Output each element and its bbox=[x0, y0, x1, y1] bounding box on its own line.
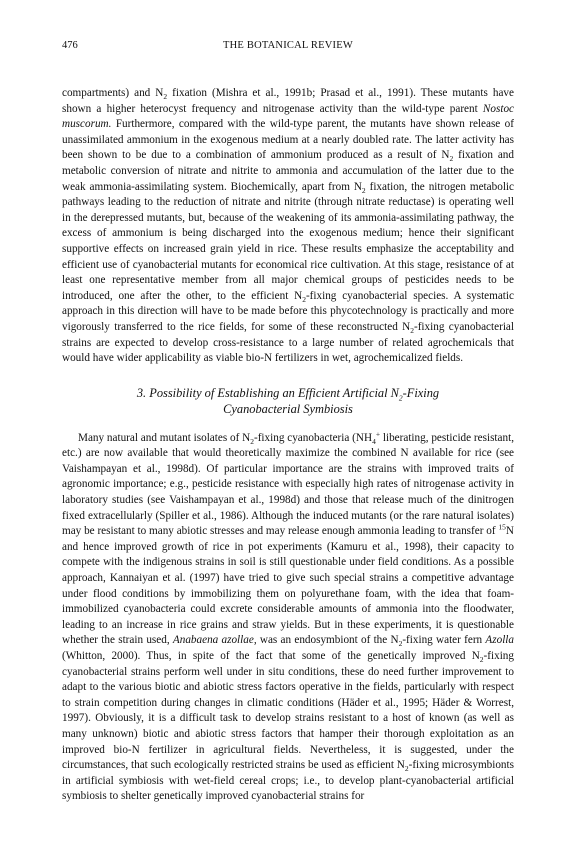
subscript: 2 bbox=[398, 393, 403, 403]
subscript: 2 bbox=[404, 764, 409, 774]
italic-text: Nostoc muscorum. bbox=[62, 102, 514, 131]
italic-text: Azolla bbox=[485, 634, 514, 647]
paragraph-1: compartments) and $N_2$ fixation (Mishra et al., 1991b; Prasad et al., 1991). These mutants have shown a higher heterocyst frequency and nitrogenase activity than the wild-type parent Nostoc muscorum. Furthermore, compared with the wild-type parent, the mutants have shown release of unassimilated ammonium in the exogenous medium at a nearly doubled rate. The latter activity has been shown to be due to a combination of ammonium produced as a result of $N_2$ fixation and metabolic conversion of nitrate and nitrite to ammonia and accumulation of the latter due to the weak ammonia-assimilating system. Biochemically, apart from $N_2$ fixation, the nitrogen metabolic pathways leading to the reduction of nitrate and nitrite (through nitrate reductase) is operating well in the derepressed mutants, but, because of the weakening of its ammonia-assimilating pathway, the excess of ammonium is being discharged into the exogenous medium; hence their significant supportive effects on increased grain yield in rice. These results emphasize the acceptability and efficient use of cyanobacterial mutants for economical rice cultivation. At this stage, resistance of at least one representative member from all major chemical groups of pesticides needs to be introduced, one after the other, to the efficient $N_2$-fixing cyanobacterial species. A systematic approach in this direction will have to be made before this phycotechnology is practically and more vigorously transferred to the rice fields, for some of these reconstructed $N_2$-fixing cyanobacterial strains are expected to develop cross-resistance to a large number of related agrochemicals that would have wider applicability as viable bio-N fertilizers in wet, agrochemicalized fields. bbox=[62, 87, 515, 365]
section-heading bbox=[62, 385, 514, 417]
page bbox=[62, 40, 514, 805]
subscript: 2 bbox=[410, 326, 414, 336]
superscript: 15 bbox=[498, 522, 506, 532]
section-heading-line-1: 3. Possibility of Establishing an Efficient Artificial $N_2$-Fixing bbox=[136, 385, 440, 403]
subscript: 2 bbox=[479, 655, 484, 665]
running-head bbox=[62, 40, 514, 56]
subscript: 2 bbox=[250, 436, 254, 446]
superscript: + bbox=[375, 428, 381, 438]
subscript: 2 bbox=[163, 92, 168, 102]
section-heading-line-2: Cyanobacterial Symbiosis bbox=[223, 401, 353, 416]
page-number: 476 bbox=[62, 40, 78, 51]
journal-title: THE BOTANICAL REVIEW bbox=[223, 40, 353, 51]
paragraph-2: Many natural and mutant isolates of $N_2$-fixing cyanobacteria ($NH_4^+$ liberating, pesticide resistant, etc.) are now available that would theoretically maximize the combined N available for rice (see Vaishampayan et al., 1998d). Of particular importance are the strains with improved traits of agronomic importance; e.g., pesticide resistance with especially high rates of nitrogenase activity in laboratory studies (see Vaishampayan et al., 1998d) and those that release much of the dinitrogen fixed extracellularly (Spiller et al., 1986). Although the induced mutants (or the rare natural isolates) may be resistant to many abiotic stresses and may release enough ammonia leading to transfer of $^{15}$N and hence improved growth of rice in pot experiments (Kamuru et al., 1998), their capacity to compete with the indigenous strains in soil is still questionable under field conditions. As a possible approach, Kannaiyan et al. (1997) have tried to give such special strains a competitive advantage under flood conditions by immobilizing them on polyurethane foam, with the idea that foam-immobilized cyanobacteria could excrete considerable amounts of ammonia into the floodwater, leading to an increase in rice grains and straw yields. But in these experiments, it is questionable whether the strain used, Anabaena azollae, was an endosymbiont of the $N_2$-fixing water fern Azolla (Whitton, 2000). Thus, in spite of the fact that some of the genetically improved $N_2$-fixing cyanobacterial strains perform well under in situ conditions, these do need further improvement to adapt to the various biotic and abiotic stress factors operative in the fields, particularly with respect to strain competition during changes in climatic conditions (Häder et al., 1995; Häder & Worrest, 1997). Obviously, it is a difficult task to develop strains resistant to a host of known (as well as many unknown) biotic and abiotic stress factors that hamper their thorough exploitation as an improved bio-N fertilizer in agricultural fields. Nevertheless, it is suggested, under the circumstances, that such ecologically restricted strains be used as efficient $N_2$-fixing microsymbionts in artificial symbiosis with wet-field cereal crops; i.e., to develop plant-cyanobacterial artificial symbiosis to shelter genetically improved cyanobacterial strains for bbox=[62, 428, 514, 803]
italic-text: Anabaena azollae, bbox=[172, 634, 257, 647]
subscript: 2 bbox=[302, 294, 306, 304]
subscript: 2 bbox=[361, 185, 366, 195]
subscript: 2 bbox=[449, 154, 454, 164]
subscript: 2 bbox=[398, 639, 403, 649]
subscript: 4 bbox=[372, 436, 376, 446]
